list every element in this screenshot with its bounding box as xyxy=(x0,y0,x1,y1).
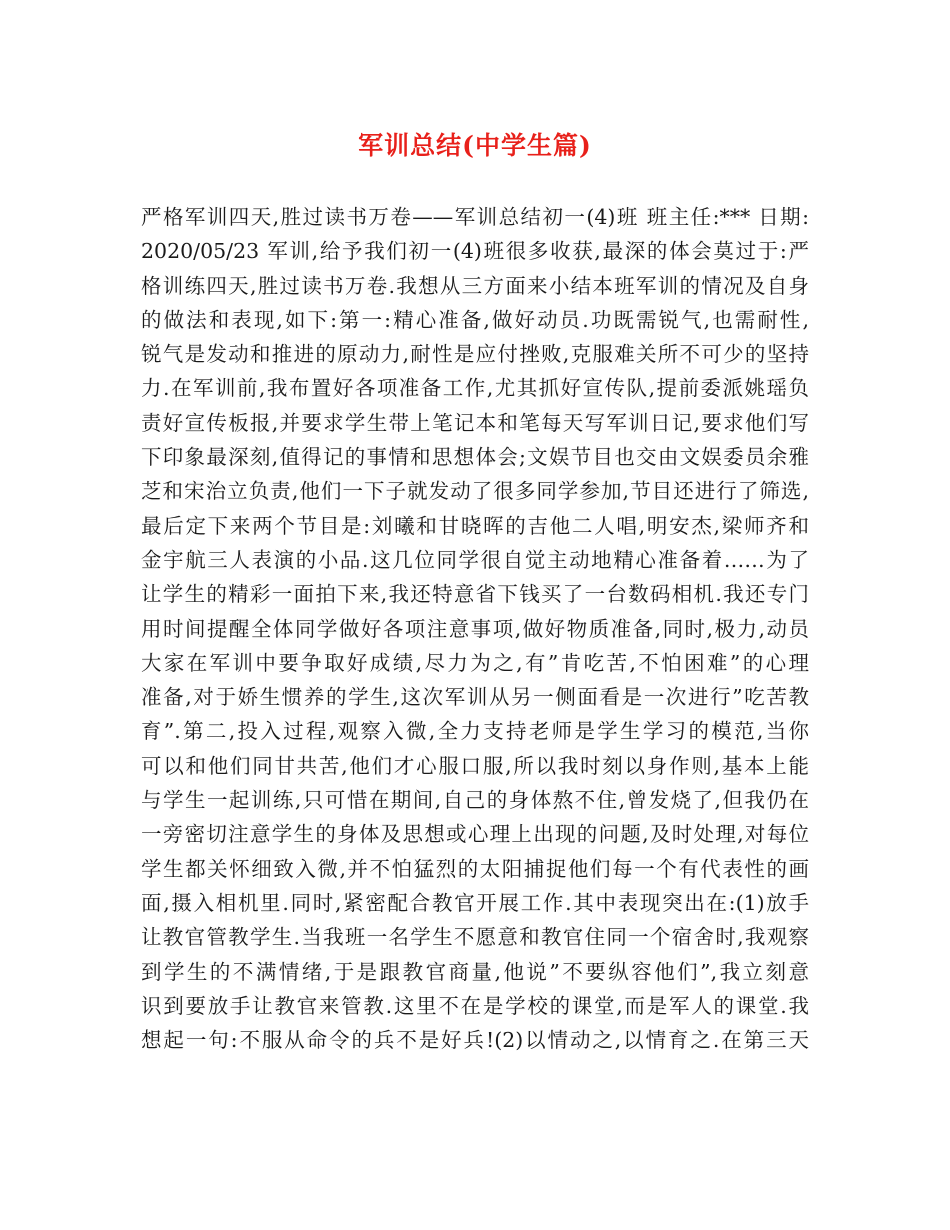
body-text-line: 面,摄入相机里.同时,紧密配合教官开展工作.其中表现突出在:(1)放手 xyxy=(141,890,809,915)
body-text-line: 想起一句:不服从命令的兵不是好兵!(2)以情动之,以情育之.在第三天 xyxy=(141,1028,809,1053)
body-text-line: 可以和他们同甘共苦,他们才心服口服,所以我时刻以身作则,基本上能 xyxy=(141,753,809,778)
body-text-line: 格训练四天,胜过读书万卷.我想从三方面来小结本班军训的情况及自身 xyxy=(141,273,809,298)
body-text-line: 识到要放手让教官来管教.这里不在是学校的课堂,而是军人的课堂.我 xyxy=(141,993,809,1018)
body-text-line: 到学生的不满情绪,于是跟教官商量,他说”不要纵容他们”,我立刻意 xyxy=(141,959,809,984)
body-text-line: 与学生一起训练,只可惜在期间,自己的身体熬不住,曾发烧了,但我仍在 xyxy=(141,788,809,813)
body-text-line: 大家在军训中要争取好成绩,尽力为之,有”肯吃苦,不怕困难”的心理 xyxy=(141,650,809,675)
body-text-line: 责好宣传板报,并要求学生带上笔记本和笔每天写军训日记,要求他们写 xyxy=(141,410,809,435)
document-title: 军训总结(中学生篇) xyxy=(358,131,592,160)
body-text-line: 下印象最深刻,值得记的事情和思想体会;文娱节目也交由文娱委员余雅 xyxy=(141,445,809,470)
body-text-line: 芝和宋治立负责,他们一下子就发动了很多同学参加,节目还进行了筛选, xyxy=(141,479,809,504)
body-text-line: 学生都关怀细致入微,并不怕猛烈的太阳捕捉他们每一个有代表性的画 xyxy=(141,856,809,881)
body-text-line: 的做法和表现,如下:第一:精心准备,做好动员.功既需锐气,也需耐性, xyxy=(141,307,809,332)
body-text-line: 用时间提醒全体同学做好各项注意事项,做好物质准备,同时,极力,动员 xyxy=(141,616,809,641)
body-text-line: 2020/05/23 军训,给予我们初一(4)班很多收获,最深的体会莫过于:严 xyxy=(141,239,809,264)
body-text-line: 力.在军训前,我布置好各项准备工作,尤其抓好宣传队,提前委派姚瑶负 xyxy=(141,376,809,401)
body-text-line: 育”.第二,投入过程,观察入微,全力支持老师是学生学习的模范,当你 xyxy=(141,719,809,744)
body-text-line: 锐气是发动和推进的原动力,耐性是应付挫败,克服难关所不可少的坚持 xyxy=(141,342,809,367)
body-text-line: 金宇航三人表演的小品.这几位同学很自觉主动地精心准备着……为了 xyxy=(141,547,809,572)
body-text-line: 一旁密切注意学生的身体及思想或心理上出现的问题,及时处理,对每位 xyxy=(141,822,809,847)
body-text-line: 让学生的精彩一面拍下来,我还特意省下钱买了一台数码相机.我还专门 xyxy=(141,582,809,607)
body-text-line: 最后定下来两个节目是:刘曦和甘晓晖的吉他二人唱,明安杰,梁师齐和 xyxy=(141,513,809,538)
body-text-line: 让教官管教学生.当我班一名学生不愿意和教官住同一个宿舍时,我观察 xyxy=(141,925,809,950)
body-text-line: 准备,对于娇生惯养的学生,这次军训从另一侧面看是一次进行”吃苦教 xyxy=(141,685,809,710)
body-text-line: 严格军训四天,胜过读书万卷——军训总结初一(4)班 班主任:*** 日期: xyxy=(141,205,809,229)
document-body xyxy=(141,200,809,1057)
